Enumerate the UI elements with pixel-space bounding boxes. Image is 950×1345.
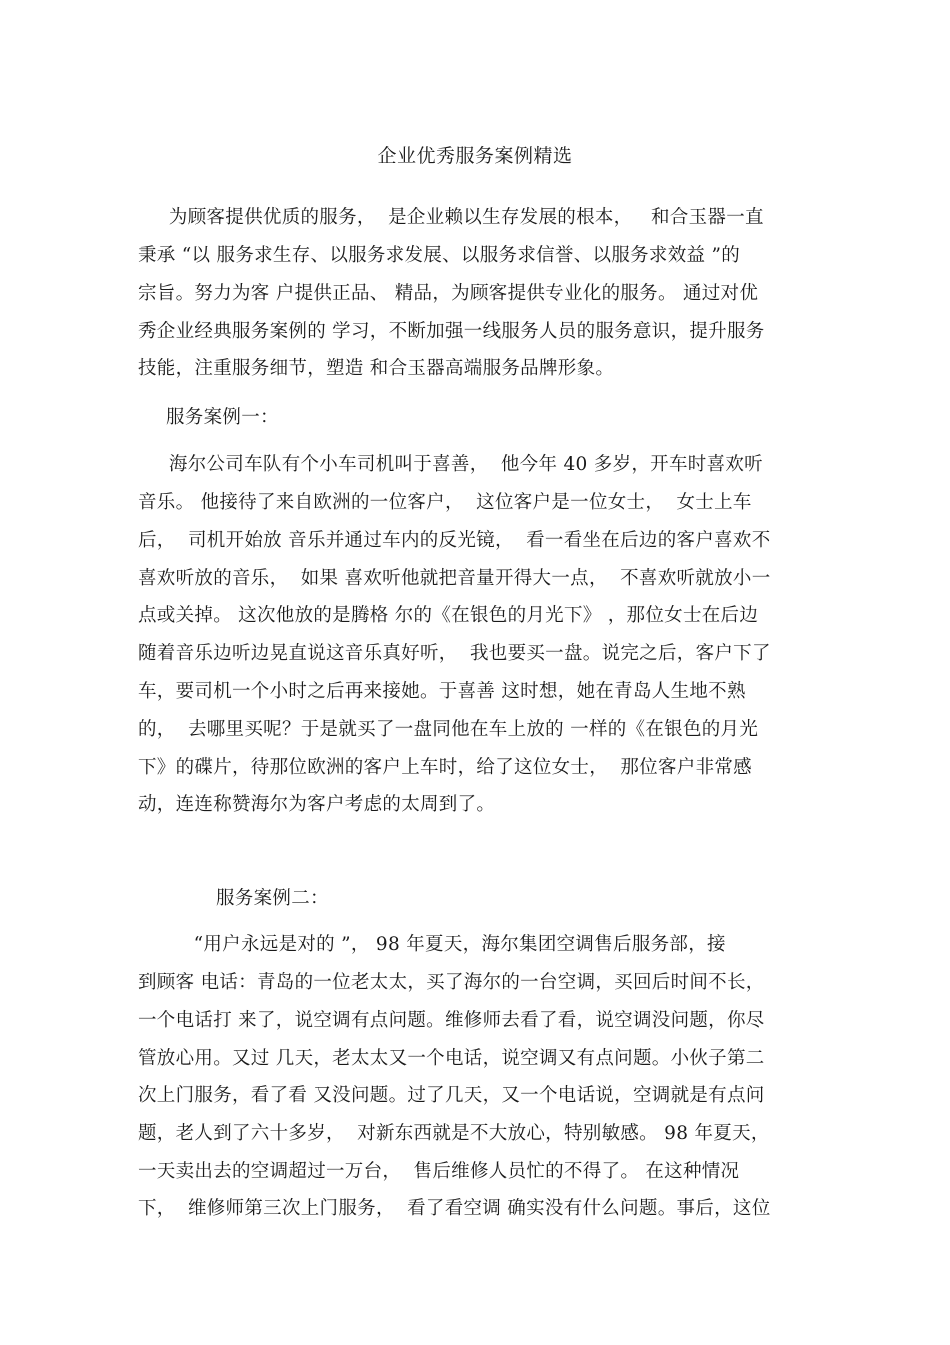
case1-line: 动，连连称赞海尔为客户考虑的太周到了。 <box>138 794 496 815</box>
intro-line: 秉承 “以 服务求生存、以服务求发展、以服务求信誉、以服务求效益 ”的 <box>138 245 741 266</box>
case2-line: 次上门服务，看了看 又没问题。过了几天，又一个电话说，空调就是有点问 <box>138 1085 765 1106</box>
case1-line: 下》的碟片，待那位欧洲的客户上车时，给了这位女士， 那位客户非常感 <box>138 757 752 778</box>
case2-heading: 服务案例二： <box>216 888 329 909</box>
case2-line: 一天卖出去的空调超过一万台， 售后维修人员忙的不得了。 在这种情况 <box>138 1161 740 1182</box>
case2-line: “用户永远是对的 ”， 98 年夏天，海尔集团空调售后服务部，接 <box>138 934 726 955</box>
case1-line: 喜欢听放的音乐， 如果 喜欢听他就把音量开得大一点， 不喜欢听就放小一 <box>138 568 771 589</box>
intro-line: 技能，注重服务细节，塑造 和合玉器高端服务品牌形象。 <box>138 358 615 379</box>
intro-line: 秀企业经典服务案例的 学习，不断加强一线服务人员的服务意识，提升服务 <box>138 321 765 342</box>
case1-line: 车，要司机一个小时之后再来接她。于喜善 这时想，她在青岛人生地不熟 <box>138 681 746 702</box>
case1-line: 的， 去哪里买呢？于是就买了一盘同他在车上放的 一样的《在银色的月光 <box>138 719 759 740</box>
case2-line: 管放心用。又过 几天，老太太又一个电话，说空调又有点问题。小伙子第二 <box>138 1048 765 1069</box>
intro-line: 宗旨。努力为客 户提供正品、 精品，为顾客提供专业化的服务。 通过对优 <box>138 283 759 304</box>
case1-heading: 服务案例一： <box>166 407 279 428</box>
case1-line: 点或关掉。 这次他放的是腾格 尔的《在银色的月光下》 ，那位女士在后边 <box>138 605 759 626</box>
case1-line: 随着音乐边听边晃直说这音乐真好听， 我也要买一盘。说完之后，客户下了 <box>138 643 771 664</box>
case1-line: 音乐。 他接待了来自欧洲的一位客户， 这位客户是一位女士， 女士上车 <box>138 492 752 513</box>
page-title: 企业优秀服务案例精选 <box>377 145 573 167</box>
case2-line: 题，老人到了六十多岁， 对新东西就是不大放心，特别敏感。 98 年夏天， <box>138 1123 770 1144</box>
case1-line: 海尔公司车队有个小车司机叫于喜善， 他今年 40 多岁，开车时喜欢听 <box>138 454 763 475</box>
case1-line: 后， 司机开始放 音乐并通过车内的反光镜， 看一看坐在后边的客户喜欢不 <box>138 530 771 551</box>
case2-line: 到顾客 电话：青岛的一位老太太，买了海尔的一台空调，买回后时间不长， <box>138 972 765 993</box>
case2-line: 一个电话打 来了，说空调有点问题。维修师去看了看，说空调没问题，你尽 <box>138 1010 765 1031</box>
case2-line: 下， 维修师第三次上门服务， 看了看空调 确实没有什么问题。事后，这位 <box>138 1198 771 1219</box>
intro-line: 为顾客提供优质的服务， 是企业赖以生存发展的根本， 和合玉器一直 <box>138 207 764 228</box>
